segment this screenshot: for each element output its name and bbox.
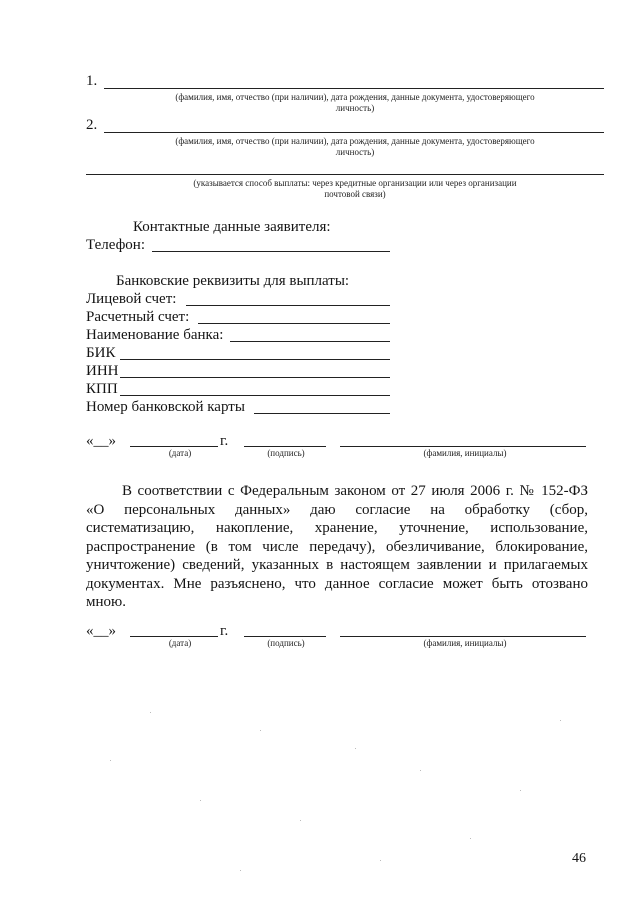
kpp-line[interactable] bbox=[120, 395, 390, 396]
sign-caption-2: (подпись) bbox=[267, 638, 305, 648]
person-1-line[interactable] bbox=[104, 88, 604, 89]
payment-method-line[interactable] bbox=[86, 174, 604, 175]
date-caption-1: (дата) bbox=[168, 448, 192, 458]
inn-label: ИНН bbox=[86, 363, 119, 379]
date-line-2[interactable] bbox=[130, 636, 218, 637]
person-2-line[interactable] bbox=[104, 132, 604, 133]
name-caption-1: (фамилия, инициалы) bbox=[423, 448, 507, 458]
person-1-number: 1. bbox=[86, 73, 98, 89]
person-2-caption: (фамилия, имя, отчество (при наличии), дата рождения, данные документа, удостоверяющего личность) bbox=[175, 136, 535, 157]
signature-line-1[interactable] bbox=[244, 446, 326, 447]
account-label: Лицевой счет: bbox=[86, 291, 177, 307]
account-line[interactable] bbox=[186, 305, 390, 306]
date-prefix-1: «__» bbox=[86, 433, 116, 449]
signature-line-2[interactable] bbox=[244, 636, 326, 637]
bik-label: БИК bbox=[86, 345, 116, 361]
payment-method-caption: (указывается способ выплаты: через кредитные организации или через организации почтовой связи) bbox=[193, 178, 517, 199]
person-2-number: 2. bbox=[86, 117, 98, 133]
card-number-line[interactable] bbox=[254, 413, 390, 414]
bank-heading: Банковские реквизиты для выплаты: bbox=[116, 273, 350, 289]
page-number: 46 bbox=[572, 851, 586, 866]
consent-paragraph bbox=[86, 482, 588, 612]
name-line-2[interactable] bbox=[340, 636, 586, 637]
card-number-label: Номер банковской карты bbox=[86, 399, 245, 415]
year-suffix-2: г. bbox=[220, 623, 229, 639]
consent-text: В соответствии с Федеральным законом от 27 июля 2006 г. № 152-ФЗ «О персональных данных» даю согласие на обработку (сбор, систематизацию, накопление, хранение, уточнение, использование, распространение (в том числе передачу), обезличивание, блокирование, уничтожение) сведений, указанных в настоящем заявлении и прилагаемых документах. Мне разъяснено, что данное согласие может быть отозвано мною. bbox=[86, 483, 588, 610]
settlement-account-line[interactable] bbox=[198, 323, 390, 324]
inn-line[interactable] bbox=[120, 377, 390, 378]
sign-caption-1: (подпись) bbox=[267, 448, 305, 458]
settlement-account-label: Расчетный счет: bbox=[86, 309, 190, 325]
date-caption-2: (дата) bbox=[168, 638, 192, 648]
date-line-1[interactable] bbox=[130, 446, 218, 447]
name-caption-2: (фамилия, инициалы) bbox=[423, 638, 507, 648]
bik-line[interactable] bbox=[120, 359, 390, 360]
phone-line[interactable] bbox=[152, 251, 390, 252]
phone-label: Телефон: bbox=[86, 237, 145, 253]
year-suffix-1: г. bbox=[220, 433, 229, 449]
person-1-caption: (фамилия, имя, отчество (при наличии), дата рождения, данные документа, удостоверяющего личность) bbox=[175, 92, 535, 113]
name-line-1[interactable] bbox=[340, 446, 586, 447]
contacts-heading: Контактные данные заявителя: bbox=[133, 219, 331, 235]
date-prefix-2: «__» bbox=[86, 623, 116, 639]
bank-name-label: Наименование банка: bbox=[86, 327, 224, 343]
kpp-label: КПП bbox=[86, 381, 118, 397]
bank-name-line[interactable] bbox=[230, 341, 390, 342]
